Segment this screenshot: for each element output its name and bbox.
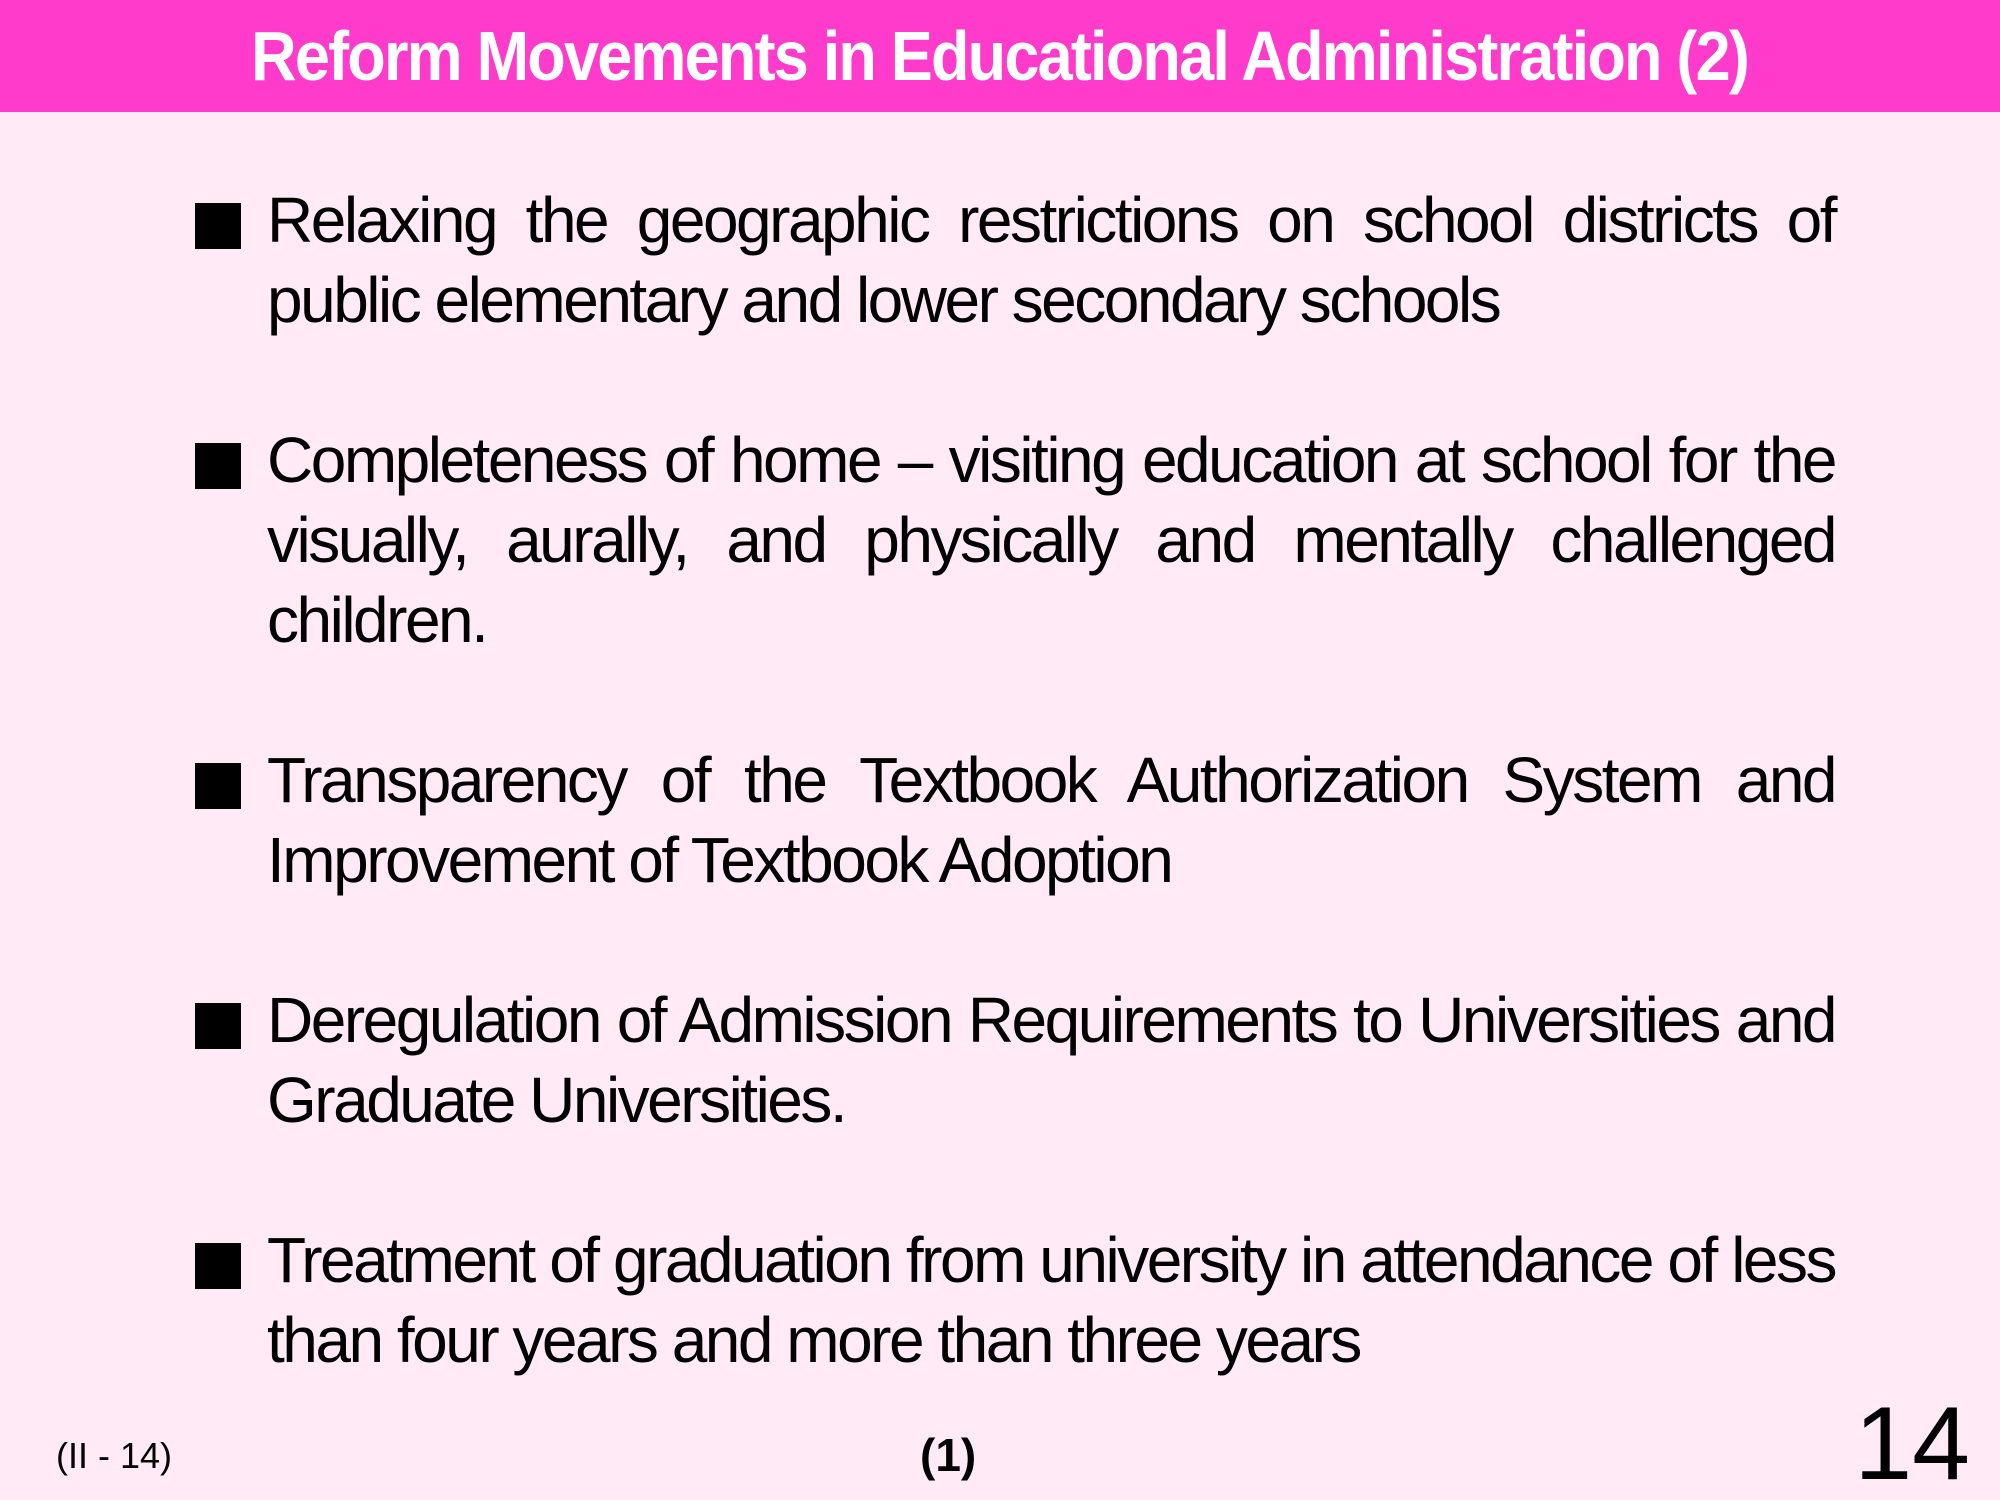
list-item	[195, 980, 1835, 1140]
list-item	[195, 740, 1835, 900]
bullet-text: Transparency of the Textbook Authorization System and Improvement of Textbook Adoption	[267, 744, 1835, 896]
bullet-list	[195, 180, 1835, 1460]
footer-sub-number: (1)	[920, 1429, 977, 1481]
square-bullet-icon	[195, 763, 241, 809]
list-item	[195, 1220, 1835, 1380]
bullet-text: Relaxing the geographic restrictions on school districts of public elementary and lower secondary schools	[267, 184, 1835, 336]
square-bullet-icon	[195, 203, 241, 249]
list-item	[195, 420, 1835, 660]
square-bullet-icon	[195, 1243, 241, 1289]
list-item	[195, 180, 1835, 340]
bullet-text: Treatment of graduation from university in attendance of less than four years and more than three years	[267, 1224, 1835, 1376]
bullet-text: Completeness of home – visiting education at school for the visually, aurally, and physically and mentally challenged children.	[267, 424, 1835, 656]
page-number: 14	[1854, 1386, 1970, 1500]
title-bar	[0, 0, 2000, 112]
bullet-text: Deregulation of Admission Requirements to Universities and Graduate Universities.	[267, 984, 1835, 1136]
footer-reference: (II - 14)	[56, 1435, 173, 1476]
page-title: Reform Movements in Educational Administration (2)	[251, 17, 1749, 95]
square-bullet-icon	[195, 443, 241, 489]
square-bullet-icon	[195, 1003, 241, 1049]
